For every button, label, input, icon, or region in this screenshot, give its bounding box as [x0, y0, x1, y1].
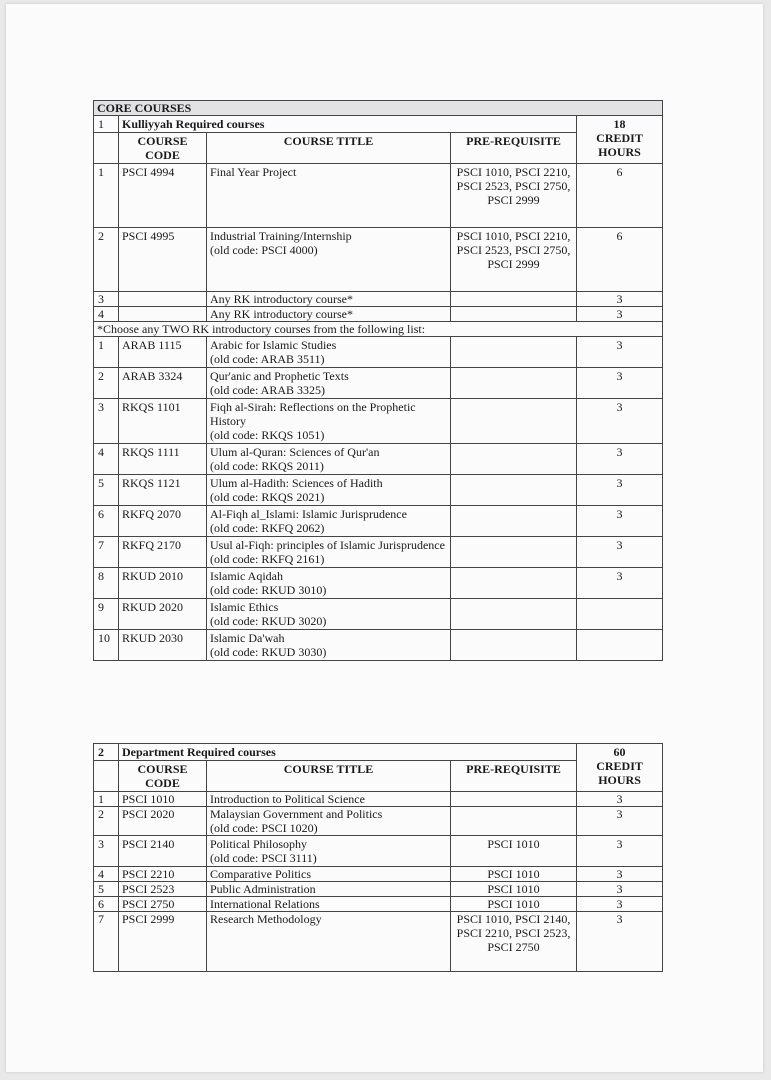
- rk-course-row: 5 RKQS 1121 Ulum al-Hadith: Sciences of Hadith (old code: RKQS 2021) 3: [94, 475, 663, 506]
- section-number: 1: [94, 116, 119, 133]
- table-row: 6 PSCI 2750 International Relations PSCI 1010 3: [94, 897, 663, 912]
- table-row: 2 PSCI 4995 Industrial Training/Internship (old code: PSCI 4000) PSCI 1010, PSCI 2210, PSCI 2523, PSCI 2750, PSCI 2999 6: [94, 228, 663, 292]
- section-total-credits: 60: [613, 745, 626, 759]
- table-row: 1 PSCI 1010 Introduction to Political Science 3: [94, 792, 663, 807]
- table-row: 7 PSCI 2999 Research Methodology PSCI 1010, PSCI 2140, PSCI 2210, PSCI 2523, PSCI 2750 3: [94, 912, 663, 972]
- section-title: Kulliyyah Required courses: [119, 116, 577, 133]
- choose-note-row: [94, 322, 663, 337]
- rk-course-row: 4 RKQS 1111 Ulum al-Quran: Sciences of Qur'an (old code: RKQS 2011) 3: [94, 444, 663, 475]
- rk-course-row: 2 ARAB 3324 Qur'anic and Prophetic Texts (old code: ARAB 3325) 3: [94, 368, 663, 399]
- table-row: 1 PSCI 4994 Final Year Project PSCI 1010, PSCI 2210, PSCI 2523, PSCI 2750, PSCI 2999 6: [94, 164, 663, 228]
- kulliyyah-courses-table: [93, 100, 663, 661]
- prerequisite-header: PRE-REQUISITE: [451, 761, 577, 792]
- table-row: 5 PSCI 2523 Public Administration PSCI 1010 3: [94, 882, 663, 897]
- course-code-header: COURSE CODE: [119, 133, 207, 164]
- document-page: [6, 4, 763, 1072]
- rk-course-row: 3 RKQS 1101 Fiqh al-Sirah: Reflections on the Prophetic History (old code: RKQS 1051) 3: [94, 399, 663, 444]
- table-row: 2 PSCI 2020 Malaysian Government and Politics (old code: PSCI 1020) 3: [94, 807, 663, 836]
- credit-hours-header: CREDIT HOURS: [596, 131, 643, 159]
- section-total-credits: 18: [613, 117, 626, 131]
- section-number: 2: [94, 744, 119, 761]
- choose-note: *Choose any TWO RK introductory courses from the following list:: [94, 322, 663, 337]
- credit-hours-header: CREDIT HOURS: [596, 759, 643, 787]
- table-row: 3 PSCI 2140 Political Philosophy (old code: PSCI 3111) PSCI 1010 3: [94, 836, 663, 867]
- prerequisite-header: PRE-REQUISITE: [451, 133, 577, 164]
- section-title: Department Required courses: [119, 744, 577, 761]
- core-courses-header: [94, 101, 663, 116]
- rk-course-row: 9 RKUD 2020 Islamic Ethics (old code: RKUD 3020): [94, 599, 663, 630]
- table-row: 3 Any RK introductory course* 3: [94, 292, 663, 307]
- course-code-header: COURSE CODE: [119, 761, 207, 792]
- rk-course-row: 10 RKUD 2030 Islamic Da'wah (old code: RKUD 3030): [94, 630, 663, 661]
- rk-course-row: 7 RKFQ 2170 Usul al-Fiqh: principles of Islamic Jurisprudence (old code: RKFQ 2161) 3: [94, 537, 663, 568]
- section-credit-cell: [577, 744, 663, 792]
- course-title-header: COURSE TITLE: [207, 133, 451, 164]
- department-courses-table: [93, 743, 663, 972]
- rk-course-row: 1 ARAB 1115 Arabic for Islamic Studies (old code: ARAB 3511) 3: [94, 337, 663, 368]
- section-credit-cell: [577, 116, 663, 164]
- core-courses-title: CORE COURSES: [94, 101, 663, 116]
- table-row: 4 Any RK introductory course* 3: [94, 307, 663, 322]
- rk-course-row: 8 RKUD 2010 Islamic Aqidah (old code: RKUD 3010) 3: [94, 568, 663, 599]
- kulliyyah-section-row: [94, 116, 663, 133]
- rk-course-row: 6 RKFQ 2070 Al-Fiqh al_Islami: Islamic Jurisprudence (old code: RKFQ 2062) 3: [94, 506, 663, 537]
- department-section-row: [94, 744, 663, 761]
- table-row: 4 PSCI 2210 Comparative Politics PSCI 1010 3: [94, 867, 663, 882]
- course-title-header: COURSE TITLE: [207, 761, 451, 792]
